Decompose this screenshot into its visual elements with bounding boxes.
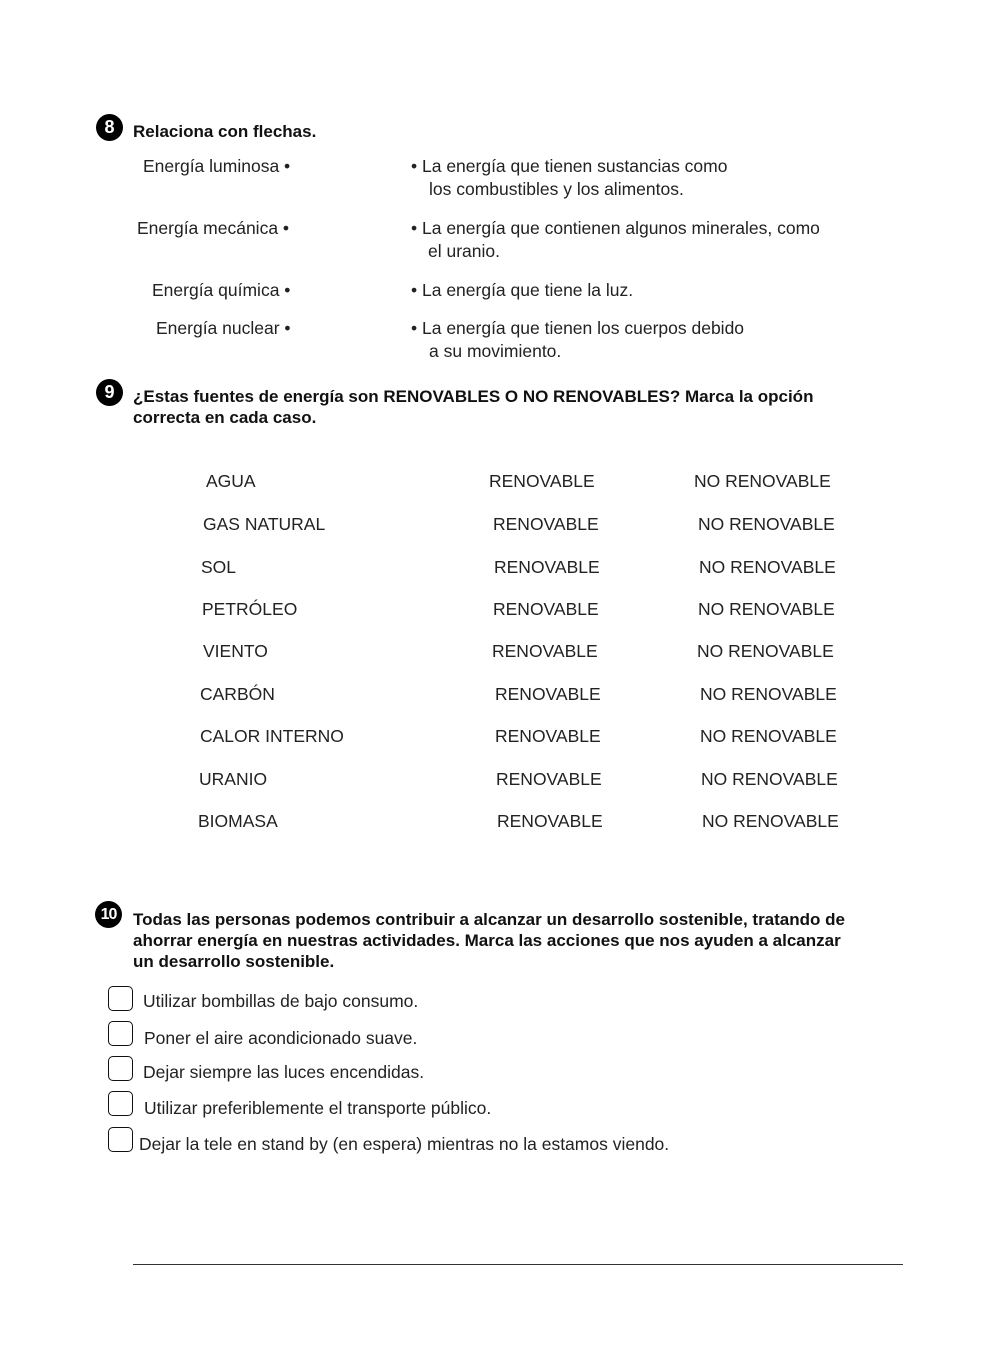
option-renovable[interactable]: RENOVABLE (489, 471, 595, 491)
action-checkbox[interactable] (108, 1091, 133, 1116)
question-10-number: 10 (95, 901, 122, 928)
option-renovable[interactable]: RENOVABLE (497, 811, 603, 831)
action-label: Dejar la tele en stand by (en espera) mientras no la estamos viendo. (139, 1134, 670, 1154)
footer-divider (133, 1264, 903, 1265)
option-no-renovable[interactable]: NO RENOVABLE (702, 811, 839, 831)
option-no-renovable[interactable]: NO RENOVABLE (698, 514, 835, 534)
match-left-luminosa[interactable]: Energía luminosa • (143, 156, 291, 176)
definition-line: • La energía que tienen sustancias como (411, 156, 728, 176)
match-right-sustancias[interactable] (411, 155, 727, 201)
definition-line: el uranio. (428, 241, 500, 261)
definition-line: • La energía que tienen los cuerpos debido (411, 318, 745, 338)
action-checkbox[interactable] (108, 1127, 133, 1152)
option-renovable[interactable]: RENOVABLE (495, 684, 601, 704)
match-right-luz[interactable] (411, 279, 633, 302)
source-label: CALOR INTERNO (200, 726, 344, 746)
action-checkbox[interactable] (108, 986, 133, 1011)
question-8-title: Relaciona con flechas. (133, 122, 317, 141)
option-no-renovable[interactable]: NO RENOVABLE (698, 599, 835, 619)
action-label: Utilizar bombillas de bajo consumo. (143, 991, 419, 1011)
source-label: AGUA (206, 471, 256, 491)
option-renovable[interactable]: RENOVABLE (493, 514, 599, 534)
option-no-renovable[interactable]: NO RENOVABLE (699, 557, 836, 577)
option-no-renovable[interactable]: NO RENOVABLE (694, 471, 831, 491)
definition-line: • La energía que contienen algunos minerales, como (411, 218, 820, 238)
match-left-mecanica[interactable]: Energía mecánica • (137, 218, 290, 238)
title-line: ahorrar energía en nuestras actividades. Marca las acciones que nos ayuden a alcanzar (133, 931, 841, 950)
action-label: Utilizar preferiblemente el transporte público. (144, 1098, 492, 1118)
title-line: un desarrollo sostenible. (133, 952, 335, 971)
option-renovable[interactable]: RENOVABLE (496, 769, 602, 789)
option-no-renovable[interactable]: NO RENOVABLE (700, 684, 837, 704)
match-left-nuclear[interactable]: Energía nuclear • (156, 318, 291, 338)
definition-line: a su movimiento. (429, 341, 562, 361)
source-label: BIOMASA (198, 811, 278, 831)
option-no-renovable[interactable]: NO RENOVABLE (701, 769, 838, 789)
question-9-title (133, 386, 813, 428)
source-label: PETRÓLEO (202, 599, 298, 619)
action-checkbox[interactable] (108, 1056, 133, 1081)
source-label: URANIO (199, 769, 268, 789)
option-renovable[interactable]: RENOVABLE (495, 726, 601, 746)
action-checkbox[interactable] (108, 1021, 133, 1046)
match-left-quimica[interactable]: Energía química • (152, 280, 291, 300)
action-label: Dejar siempre las luces encendidas. (143, 1062, 425, 1082)
option-renovable[interactable]: RENOVABLE (494, 557, 600, 577)
definition-line: los combustibles y los alimentos. (429, 179, 684, 199)
question-10-title (133, 909, 845, 972)
source-label: CARBÓN (200, 684, 275, 704)
match-right-minerales[interactable] (411, 217, 820, 263)
question-8-number: 8 (96, 114, 123, 141)
source-label: GAS NATURAL (203, 514, 326, 534)
option-no-renovable[interactable]: NO RENOVABLE (700, 726, 837, 746)
source-label: SOL (201, 557, 237, 577)
option-renovable[interactable]: RENOVABLE (492, 641, 598, 661)
title-line: ¿Estas fuentes de energía son RENOVABLES O NO RENOVABLES? Marca la opción (133, 387, 814, 406)
question-9-number: 9 (96, 379, 123, 406)
option-no-renovable[interactable]: NO RENOVABLE (697, 641, 834, 661)
action-label: Poner el aire acondicionado suave. (144, 1028, 418, 1048)
title-line: Todas las personas podemos contribuir a alcanzar un desarrollo sostenible, tratando de (133, 910, 845, 929)
match-right-movimiento[interactable] (411, 317, 744, 363)
option-renovable[interactable]: RENOVABLE (493, 599, 599, 619)
title-line: correcta en cada caso. (133, 408, 317, 427)
source-label: VIENTO (203, 641, 268, 661)
definition-line: • La energía que tiene la luz. (411, 280, 634, 300)
